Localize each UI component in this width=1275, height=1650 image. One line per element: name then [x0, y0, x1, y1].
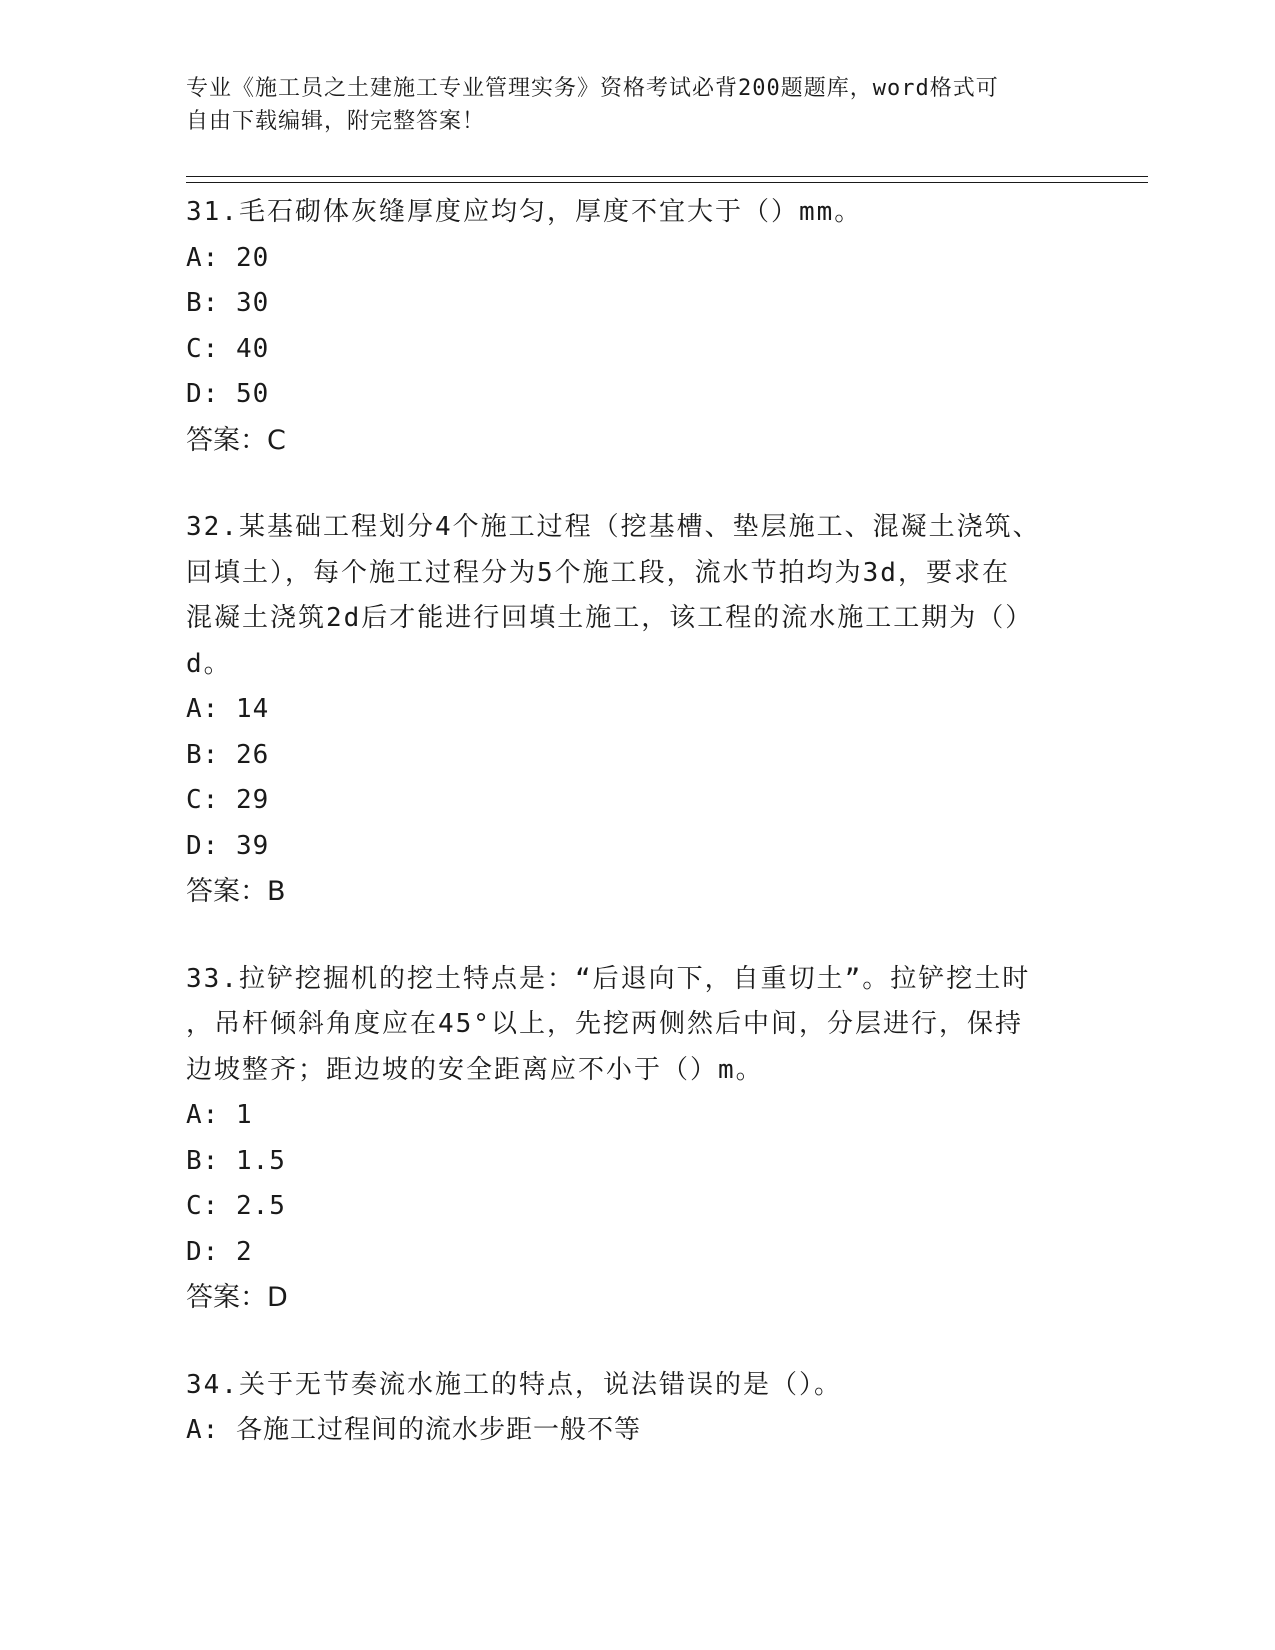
- header-line-1: 专业《施工员之土建施工专业管理实务》资格考试必背200题题库，word格式可: [186, 76, 999, 101]
- question-text-line-1: 32.某基础工程划分4个施工过程（挖基槽、垫层施工、混凝土浇筑、: [186, 512, 1041, 542]
- question-text-line-3: 边坡整齐；距边坡的安全距离应不小于（）m。: [186, 1054, 764, 1085]
- question-text-line-2: ，吊杆倾斜角度应在45°以上，先挖两侧然后中间，分层进行，保持: [186, 1009, 1023, 1039]
- question-text-line-4: d。: [186, 648, 232, 679]
- question-text: 34.关于无节奏流水施工的特点，说法错误的是（）。: [186, 1369, 842, 1400]
- question-33: [186, 957, 1086, 1321]
- question-text-line-2: 回填土），每个施工过程分为5个施工段，流水节拍均为3d，要求在: [186, 557, 1010, 588]
- header-divider-bottom: [186, 182, 1148, 183]
- option-b: B: 1.5: [186, 1145, 286, 1176]
- question-31: [186, 190, 1086, 463]
- option-a: A: 各施工过程间的流水步距一般不等: [186, 1415, 641, 1445]
- option-d: D: 39: [186, 830, 270, 861]
- question-34: [186, 1363, 1086, 1454]
- question-32: [186, 505, 1086, 915]
- option-c: C: 40: [186, 333, 270, 364]
- answer-line: 答案：C: [186, 424, 286, 456]
- document-header: [186, 72, 1066, 138]
- answer-line: 答案：B: [186, 876, 286, 907]
- header-divider-top: [186, 176, 1148, 177]
- question-text: 31.毛石砌体灰缝厚度应均匀，厚度不宜大于（）mm。: [186, 197, 863, 227]
- option-a: A: 1: [186, 1100, 253, 1130]
- question-list: [186, 190, 1086, 1496]
- option-a: A: 20: [186, 242, 270, 273]
- option-c: C: 29: [186, 785, 270, 815]
- question-text-line-1: 33.拉铲挖掘机的挖土特点是：“后退向下，自重切土”。拉铲挖土时: [186, 963, 1031, 994]
- answer-line: 答案：D: [186, 1282, 288, 1313]
- option-d: D: 2: [186, 1236, 253, 1267]
- option-a: A: 14: [186, 694, 270, 724]
- option-d: D: 50: [186, 379, 270, 409]
- header-line-2: 自由下载编辑，附完整答案！: [186, 109, 486, 134]
- question-text-line-3: 混凝土浇筑2d后才能进行回填土施工，该工程的流水施工工期为（）: [186, 603, 1034, 633]
- option-b: B: 30: [186, 288, 270, 318]
- option-c: C: 2.5: [186, 1191, 286, 1221]
- option-b: B: 26: [186, 739, 270, 770]
